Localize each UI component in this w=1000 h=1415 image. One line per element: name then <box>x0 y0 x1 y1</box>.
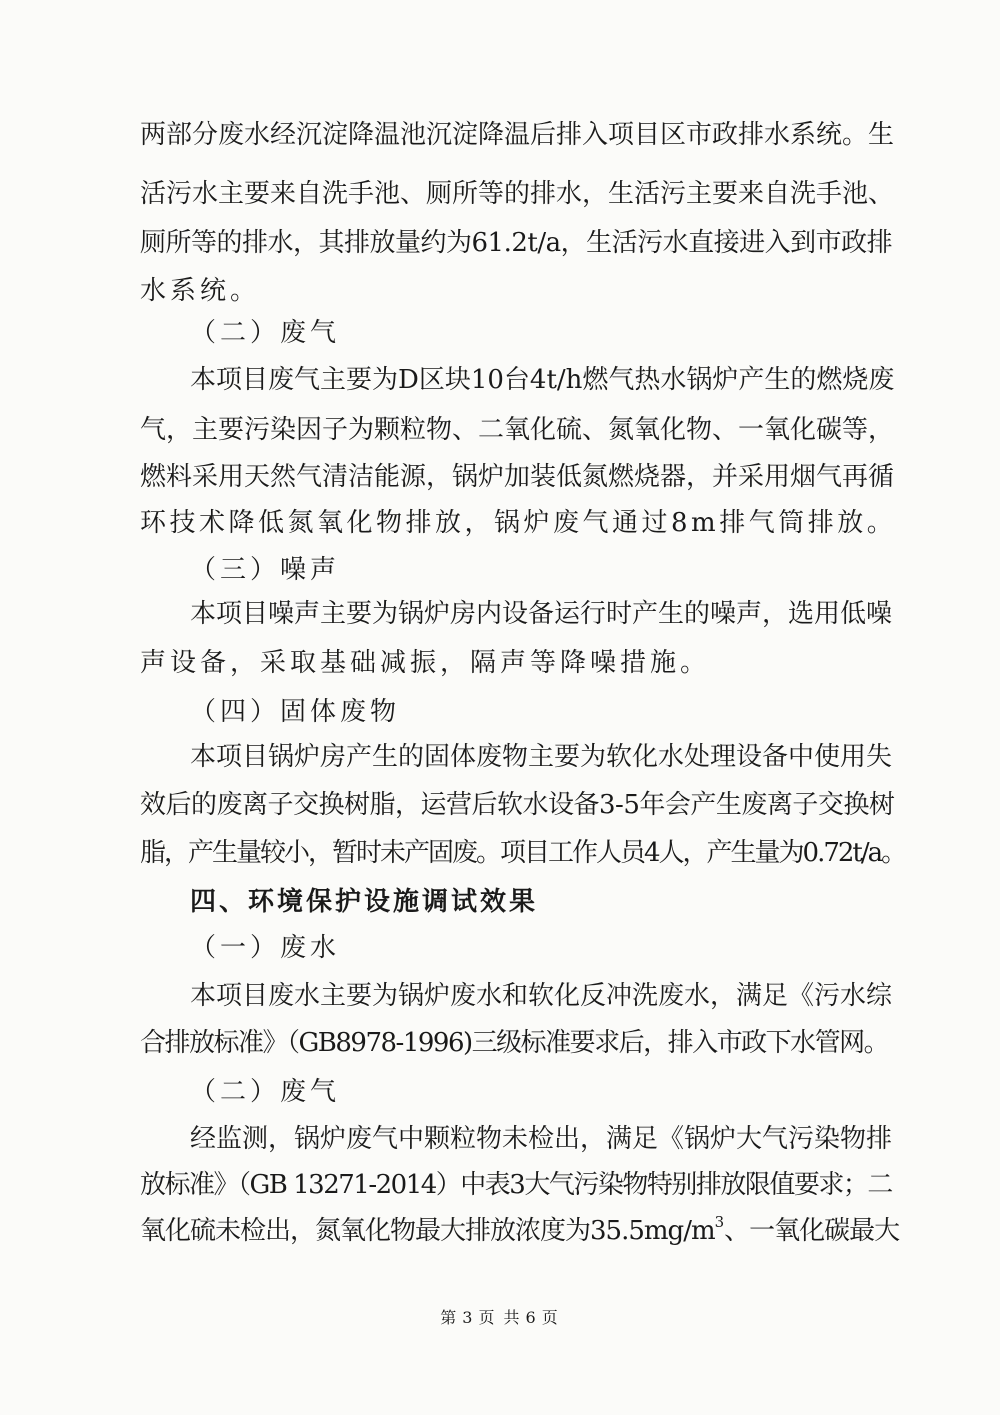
footer-prefix: 第 <box>440 1308 459 1327</box>
text-line: 本项目废水主要为锅炉废水和软化反冲洗废水，满足《污水综 <box>190 981 893 1011</box>
text-line: 本项目废气主要为D区块10台4t/h燃气热水锅炉产生的燃烧废 <box>190 365 895 395</box>
text-line: 两部分废水经沉淀降温池沉淀降温后排入项目区市政排水系统。生 <box>140 120 895 150</box>
text-line: 合排放标准》（GB8978-1996)三级标准要求后，排入市政下水管网。 <box>140 1028 889 1058</box>
section-heading: （二）废气 <box>190 1077 341 1107</box>
text-line: 脂，产生量较小，暂时未产固废。项目工作人员4人，产生量为0.72t/a。 <box>140 838 906 868</box>
page-footer <box>0 1305 1000 1328</box>
section-heading: （二）废气 <box>190 318 341 348</box>
text-line: 放标准》（GB 13271-2014）中表3大气污染物特别排放限值要求；二 <box>140 1170 892 1200</box>
text-line: 环技术降低氮氧化物排放，锅炉废气通过8m排气筒排放。 <box>140 508 897 538</box>
superscript: 3 <box>714 1213 725 1232</box>
section-heading: （四）固体废物 <box>190 697 401 727</box>
text-line: 厕所等的排水，其排放量约为61.2t/a，生活污水直接进入到市政排 <box>140 228 893 258</box>
text-segment: 氧化硫未检出，氮氧化物最大排放浓度为35.5mg/m <box>140 1216 715 1246</box>
text-line: 经监测，锅炉废气中颗粒物未检出，满足《锅炉大气污染物排 <box>190 1124 893 1154</box>
text-segment: 、一氧化碳最大 <box>724 1216 900 1246</box>
text-line: 燃料采用天然气清洁能源，锅炉加装低氮燃烧器，并采用烟气再循 <box>140 462 895 492</box>
footer-total-pages: 6 <box>525 1308 538 1327</box>
text-line: 气，主要污染因子为颗粒物、二氧化硫、氮氧化物、一氧化碳等， <box>140 415 895 445</box>
text-line: 声设备，采取基础减振，隔声等降噪措施。 <box>140 648 711 678</box>
text-line: 本项目噪声主要为锅炉房内设备运行时产生的噪声，选用低噪 <box>190 599 893 629</box>
text-line: 水系统。 <box>140 276 261 306</box>
footer-page-number: 3 <box>462 1308 475 1327</box>
chapter-heading: 四、环境保护设施调试效果 <box>190 887 539 917</box>
text-line: 本项目锅炉房产生的固体废物主要为软化水处理设备中使用失 <box>190 742 893 772</box>
footer-suffix: 页 <box>541 1308 560 1327</box>
text-line: 活污水主要来自洗手池、厕所等的排水，生活污主要来自洗手池、 <box>140 179 895 209</box>
footer-mid: 页 共 <box>478 1308 522 1327</box>
text-line <box>140 1214 899 1248</box>
text-line: 效后的废离子交换树脂，运营后软水设备3-5年会产生废离子交换树 <box>140 790 895 820</box>
section-heading: （一）废水 <box>190 933 341 963</box>
section-heading: （三）噪声 <box>190 555 341 585</box>
